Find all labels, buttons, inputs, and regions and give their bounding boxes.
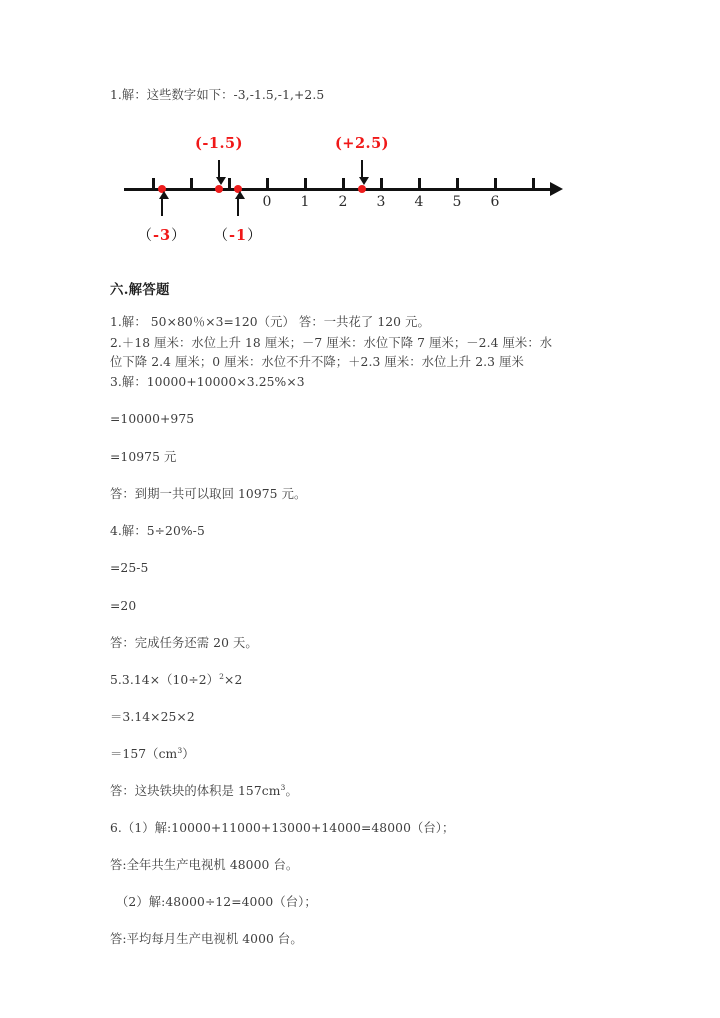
axis-label-2: 2 [338,194,348,210]
answer-5d-exponent: 3 [280,782,286,792]
answer-line-5d [110,782,298,800]
answer-5a-post: ×2 [224,673,243,687]
axis-tick [342,178,345,189]
answer-line-5b: ＝3.14×25×2 [110,710,195,724]
answer-line-3d: 答：到期一共可以取回 10975 元。 [110,487,307,501]
axis-tick [190,178,193,189]
answer-line-4b: =25-5 [110,561,149,575]
callout-neg3-open: （ [137,228,153,244]
callout-neg3-arrow-icon [161,198,163,216]
callout-neg3-close: ） [171,228,187,244]
answer-line-1: 1.解： 50×80％×3=120（元） 答：一共花了 120 元。 [110,315,430,329]
answer-5d-pre: 答：这块铁块的体积是 157cm [110,784,281,798]
answer-line-6b: 答:全年共生产电视机 48000 台。 [110,858,299,872]
answer-5a-pre: 5.3.14×（10÷2） [110,673,220,687]
answer-line-3c: =10975 元 [110,450,177,464]
axis-tick [152,178,155,189]
callout-neg1-open: （ [213,228,229,244]
callout-neg3-label [137,224,186,245]
number-line-axis [124,188,552,191]
callout-neg1-close: ） [247,228,263,244]
callout-neg3-value: -3 [152,227,172,244]
answer-line-3a: 3.解：10000+10000×3.25%×3 [110,375,305,389]
axis-tick [304,178,307,189]
answer-5c-exponent: 3 [177,745,183,755]
axis-tick [494,178,497,189]
answer-line-4a: 4.解：5÷20%-5 [110,524,205,538]
axis-label-1: 1 [300,194,310,210]
callout-neg1-value: -1 [228,227,248,244]
callout-neg1-arrow-icon [237,198,239,216]
axis-tick [532,178,535,189]
axis-label-0: 0 [262,194,272,210]
answer-5d-post: 。 [285,784,298,798]
answer-line-6a: 6.（1）解:10000+11000+13000+14000=48000（台）； [110,821,455,835]
callout-neg1p5-arrow-icon [218,160,220,178]
axis-label-5: 5 [452,194,462,210]
marked-point-pos2p5 [358,185,366,193]
marked-point-neg1p5 [215,185,223,193]
answer-line-5a [110,671,242,689]
answer-5a-exponent: 2 [219,671,225,681]
axis-label-6: 6 [490,194,500,210]
axis-tick [228,178,231,189]
answer-5c-pre: ＝157（cm [110,747,178,761]
callout-neg1-label [213,224,262,245]
answer-line-3b: =10000+975 [110,412,195,426]
axis-label-3: 3 [376,194,386,210]
answer-5c-post: ） [182,747,195,761]
callout-pos2p5-arrow-icon [361,160,363,178]
number-line-figure [110,132,570,250]
problem-1-solution-line: 1.解：这些数字如下：-3,-1.5,-1,+2.5 [110,88,325,102]
axis-tick [266,178,269,189]
axis-label-4: 4 [414,194,424,210]
answer-line-6d: 答:平均每月生产电视机 4000 台。 [110,932,303,946]
answer-line-4c: =20 [110,599,137,613]
answer-line-4d: 答：完成任务还需 20 天。 [110,636,258,650]
callout-pos2p5-label: (+2.5) [334,135,390,152]
section-heading: 六.解答题 [110,282,170,298]
axis-tick [418,178,421,189]
answer-line-5c [110,745,195,763]
axis-tick [456,178,459,189]
answer-line-6c: （2）解:48000÷12=4000（台）； [116,895,317,909]
axis-tick [380,178,383,189]
answer-line-2a: 2.＋18 厘米：水位上升 18 厘米；－7 厘米：水位下降 7 厘米；－2.4 厘米：水 [110,336,553,350]
answer-line-2b: 位下降 2.4 厘米；0 厘米：水位不升不降；＋2.3 厘米：水位上升 2.3 厘米 [110,355,524,369]
number-line-arrowhead [550,182,563,196]
callout-neg1p5-label: (-1.5) [195,135,243,152]
